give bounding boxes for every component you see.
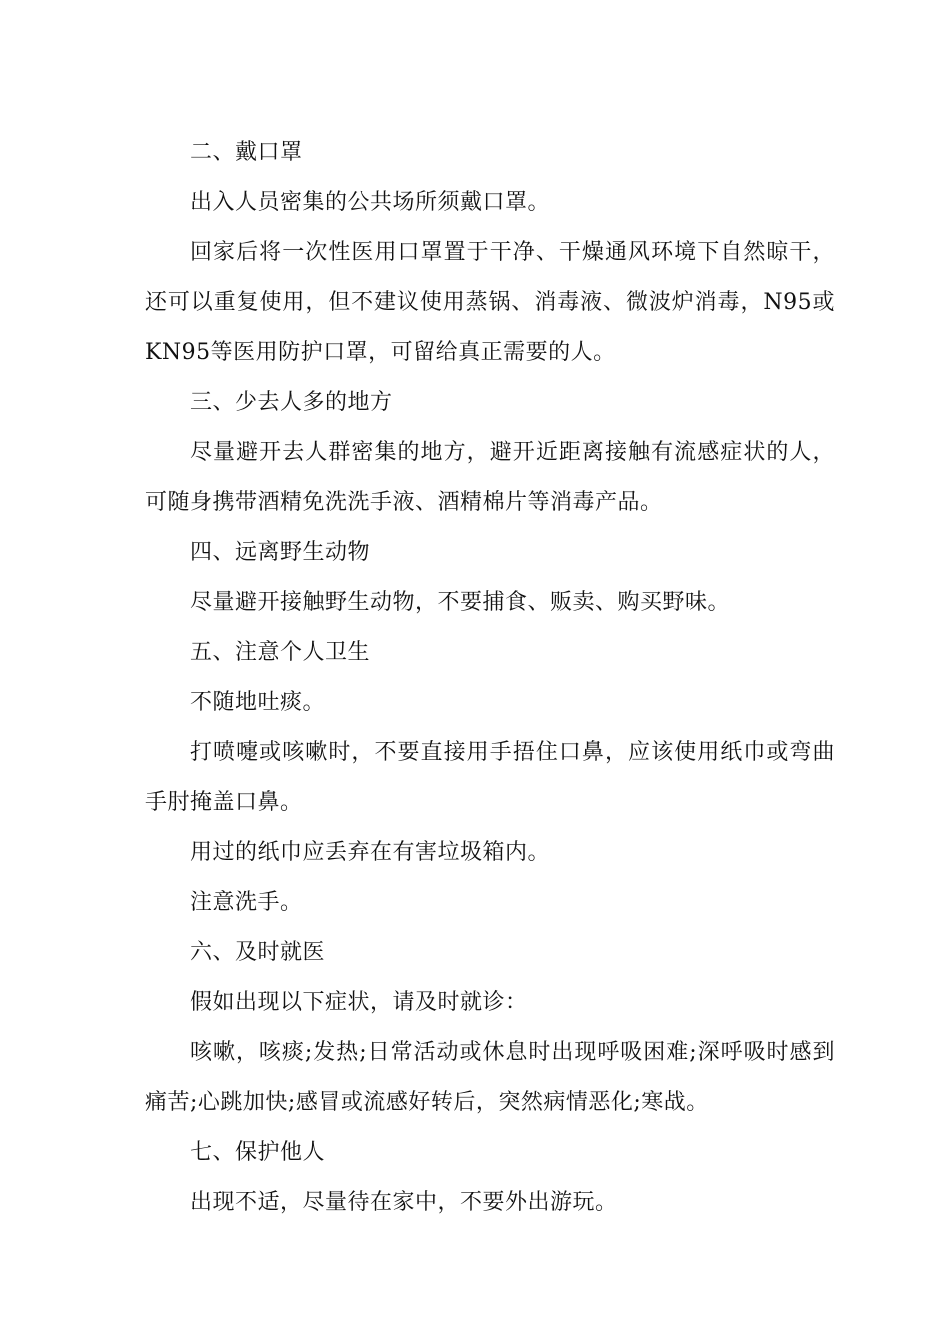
section-heading-medical: 六、及时就医 [190, 940, 326, 965]
paragraph: 用过的纸巾应丢弃在有害垃圾箱内。 [190, 840, 551, 865]
paragraph: 出入人员密集的公共场所须戴口罩。 [190, 190, 551, 215]
section-heading-crowds: 三、少去人多的地方 [190, 390, 393, 415]
section-heading-protect-others: 七、保护他人 [190, 1140, 326, 1165]
paragraph: 尽量避开去人群密集的地方，避开近距离接触有流感症状的人，可随身携带酒精免洗洗手液、酒精棉片等消毒产品。 [145, 440, 835, 515]
paragraph: 注意洗手。 [190, 890, 303, 915]
paragraph: 回家后将一次性医用口罩置于干净、干燥通风环境下自然晾干，还可以重复使用，但不建议使用蒸锅、消毒液、微波炉消毒，N95或KN95等医用防护口罩，可留给真正需要的人。 [145, 240, 835, 365]
paragraph: 出现不适，尽量待在家中，不要外出游玩。 [190, 1190, 618, 1215]
section-heading-masks: 二、戴口罩 [190, 140, 303, 165]
paragraph: 假如出现以下症状，请及时就诊： [190, 990, 528, 1015]
section-heading-hygiene: 五、注意个人卫生 [190, 640, 371, 665]
paragraph: 打喷嚏或咳嗽时，不要直接用手捂住口鼻，应该使用纸巾或弯曲手肘掩盖口鼻。 [145, 740, 835, 815]
document-body [145, 128, 835, 1228]
paragraph: 不随地吐痰。 [190, 690, 326, 715]
paragraph: 尽量避开接触野生动物，不要捕食、贩卖、购买野味。 [190, 590, 731, 615]
section-heading-wildlife: 四、远离野生动物 [190, 540, 371, 565]
paragraph: 咳嗽，咳痰;发热;日常活动或休息时出现呼吸困难;深呼吸时感到痛苦;心跳加快;感冒或流感好转后，突然病情恶化;寒战。 [145, 1040, 835, 1115]
